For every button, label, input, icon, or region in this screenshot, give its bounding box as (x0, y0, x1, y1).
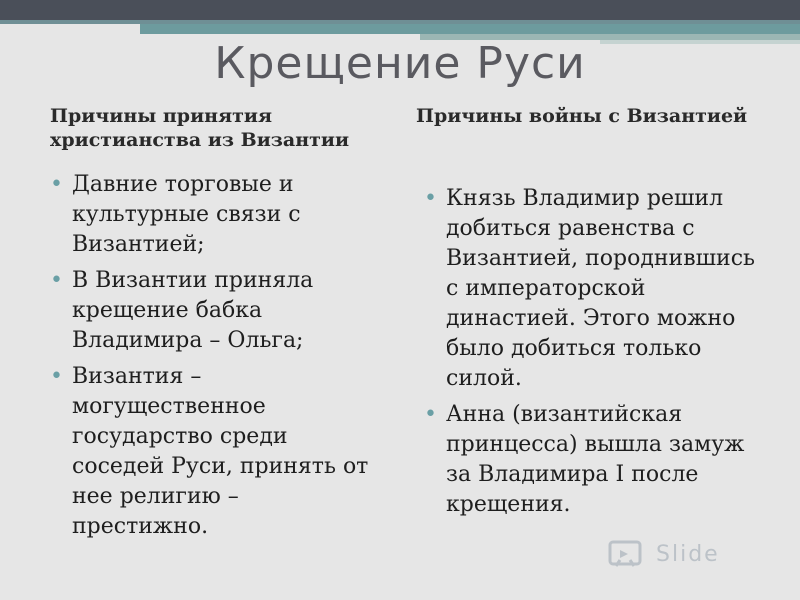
list-item-text: Князь Владимир решил добиться равенства с Византией, породнившись с императорской династией. Этого можно было добиться только силой. (446, 186, 756, 391)
list-item-text: Анна (византийская принцесса) вышла замуж за Владимира I после крещения. (446, 402, 745, 517)
list-item (48, 266, 378, 356)
right-bullet-list (422, 184, 772, 526)
list-item (422, 184, 772, 394)
watermark-icon (606, 538, 650, 572)
slide-title: Крещение Руси (214, 38, 586, 89)
bullet-icon: • (50, 172, 63, 197)
left-bullet-list (48, 170, 378, 548)
right-column-heading: Причины войны с Византией (416, 105, 748, 127)
bullet-icon: • (50, 268, 63, 293)
list-item-text: Византия – могущественное государство среди соседей Руси, принять от нее религию – престижно. (72, 364, 369, 539)
bullet-icon: • (424, 186, 437, 211)
list-item (422, 400, 772, 520)
bullet-icon: • (424, 402, 437, 427)
watermark-text: Slide (656, 542, 720, 567)
header-band-teal (140, 24, 800, 34)
list-item-text: В Византии приняла крещение бабка Владимира – Ольга; (72, 268, 314, 353)
bullet-icon: • (50, 364, 63, 389)
header-band-dark (0, 0, 800, 20)
list-item (48, 362, 378, 542)
list-item-text: Давние торговые и культурные связи с Византией; (72, 172, 301, 257)
watermark-logo (606, 538, 766, 572)
left-column-heading: Причины принятия христианства из Византии (50, 105, 350, 151)
list-item (48, 170, 378, 260)
